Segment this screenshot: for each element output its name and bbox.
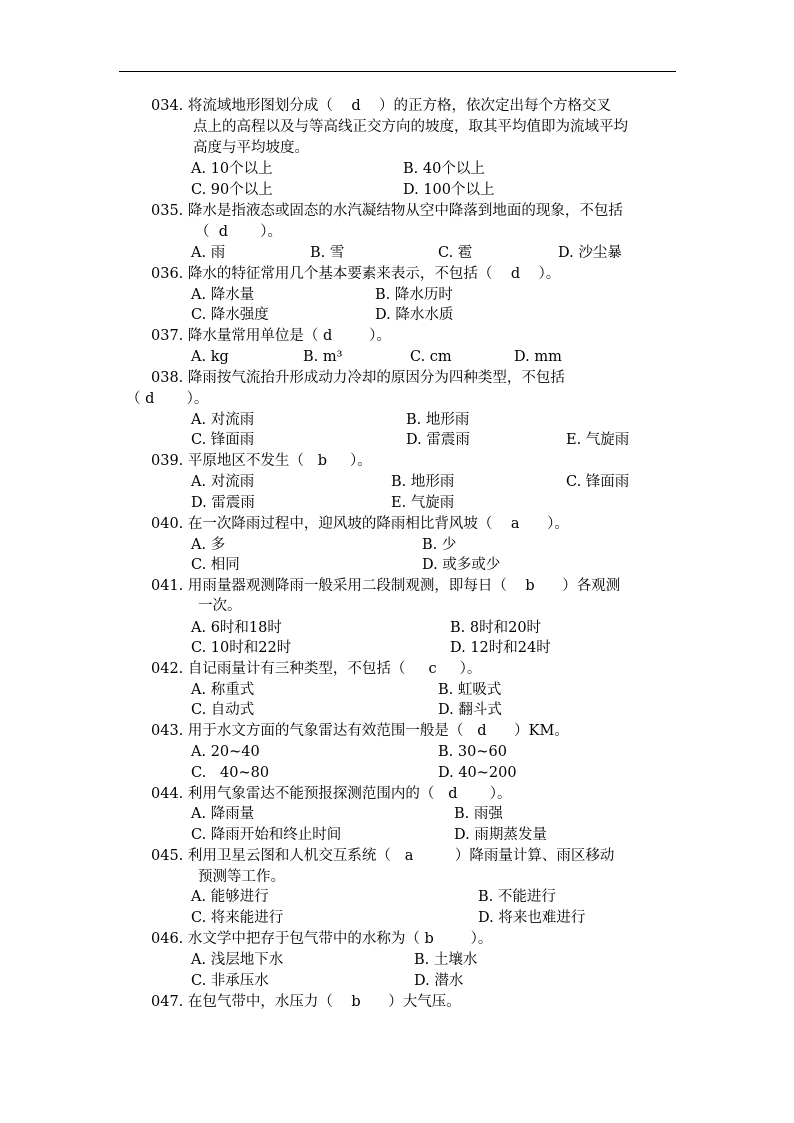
option-e: E. 气旋雨 [566,432,630,448]
option-d: D. 100个以上 [403,182,495,198]
option-c: C. 自动式 [191,702,255,718]
option-b: B. 土壤水 [414,952,478,968]
question-text: 预测等工作。 [198,869,285,885]
question-text: 035. 降水是指液态或固态的水汽凝结物从空中降落到地面的现象，不包括 [151,203,623,219]
option-a: A. 降水量 [191,287,255,303]
option-b: B. 不能进行 [478,889,556,905]
option-a: A. 10个以上 [191,161,273,177]
option-a: A. 20~40 [191,744,260,760]
option-c: C. 10时和22时 [191,640,292,656]
question-text: 高度与平均坡度。 [193,140,309,156]
option-c: C. 非承压水 [191,973,269,989]
option-c: C. 降雨开始和终止时间 [191,827,342,843]
option-a: A. 多 [191,537,226,553]
option-c: C. 锋面雨 [191,432,255,448]
option-b: B. 地形雨 [391,474,455,490]
question-text: 046. 水文学中把存于包气带中的水称为（ b ）。 [151,931,493,947]
option-b: B. 降水历时 [375,287,453,303]
question-text: 038. 降雨按气流抬升形成动力冷却的原因分为四种类型，不包括 [151,370,565,386]
option-d: D. 12时和24时 [450,640,551,656]
question-text: 039. 平原地区不发生（ b ）。 [151,453,372,469]
option-a: A. 降雨量 [191,806,255,822]
option-c: C. 相同 [191,557,240,573]
question-text: 044. 利用气象雷达不能预报探测范围内的（ d ）。 [151,786,512,802]
question-text: 041. 用雨量器观测降雨一般采用二段制观测，即每日（ b ）各观测 [151,578,621,594]
option-d: D. 潜水 [414,973,464,989]
option-a: A. 称重式 [191,682,255,698]
question-text: 042. 自记雨量计有三种类型，不包括（ c ）。 [151,661,482,677]
option-b: B. m³ [303,349,343,365]
option-b: B. 8时和20时 [450,620,542,636]
option-d: D. 降水水质 [375,307,454,323]
option-e: E. 气旋雨 [391,495,455,511]
option-d: D. 沙尘暴 [558,245,622,261]
option-b: B. 雪 [310,245,345,261]
option-d: D. 翻斗式 [438,702,502,718]
option-b: B. 地形雨 [406,412,470,428]
option-c: C. 40~80 [191,765,270,781]
option-c: C. 锋面雨 [566,474,630,490]
question-text: 047. 在包气带中，水压力（ b ）大气压。 [151,994,461,1010]
option-d: D. 雷震雨 [191,495,255,511]
option-d: D. mm [514,349,562,365]
question-text: 034. 将流域地形图划分成（ d ）的正方格，依次定出每个方格交叉 [151,98,612,114]
question-text: 037. 降水量常用单位是（ d ）。 [151,328,391,344]
option-b: B. 雨强 [454,806,503,822]
question-text: （ d ）。 [126,391,209,407]
option-d: D. 雷震雨 [406,432,470,448]
question-text: （ d ）。 [195,224,283,240]
option-b: B. 30~60 [438,744,507,760]
option-d: D. 雨期蒸发量 [454,827,547,843]
option-c: C. 降水强度 [191,307,269,323]
question-text: 040. 在一次降雨过程中，迎风坡的降雨相比背风坡（ a ）。 [151,516,569,532]
question-text: 点上的高程以及与等高线正交方向的坡度，取其平均值即为流域平均 [193,119,628,135]
option-d: D. 将来也难进行 [478,910,586,926]
option-c: C. 将来能进行 [191,910,284,926]
option-a: A. 浅层地下水 [191,952,284,968]
option-a: A. kg [191,349,229,365]
question-text: 045. 利用卫星云图和人机交互系统（ a ）降雨量计算、雨区移动 [151,848,615,864]
option-c: C. 90个以上 [191,182,273,198]
question-text: 一次。 [198,598,242,614]
option-a: A. 雨 [191,245,226,261]
option-a: A. 对流雨 [191,474,255,490]
option-d: D. 或多或少 [422,557,501,573]
option-c: C. 雹 [438,245,473,261]
option-a: A. 能够进行 [191,889,269,905]
option-b: B. 40个以上 [403,161,485,177]
question-text: 036. 降水的特征常用几个基本要素来表示，不包括（ d ）。 [151,266,561,282]
option-d: D. 40~200 [438,765,517,781]
option-c: C. cm [410,349,452,365]
option-b: B. 虹吸式 [438,682,502,698]
question-text: 043. 用于水文方面的气象雷达有效范围一般是（ d ）KM。 [151,723,569,739]
option-b: B. 少 [422,537,457,553]
option-a: A. 对流雨 [191,412,255,428]
option-a: A. 6时和18时 [191,620,282,636]
header-rule [119,71,676,72]
